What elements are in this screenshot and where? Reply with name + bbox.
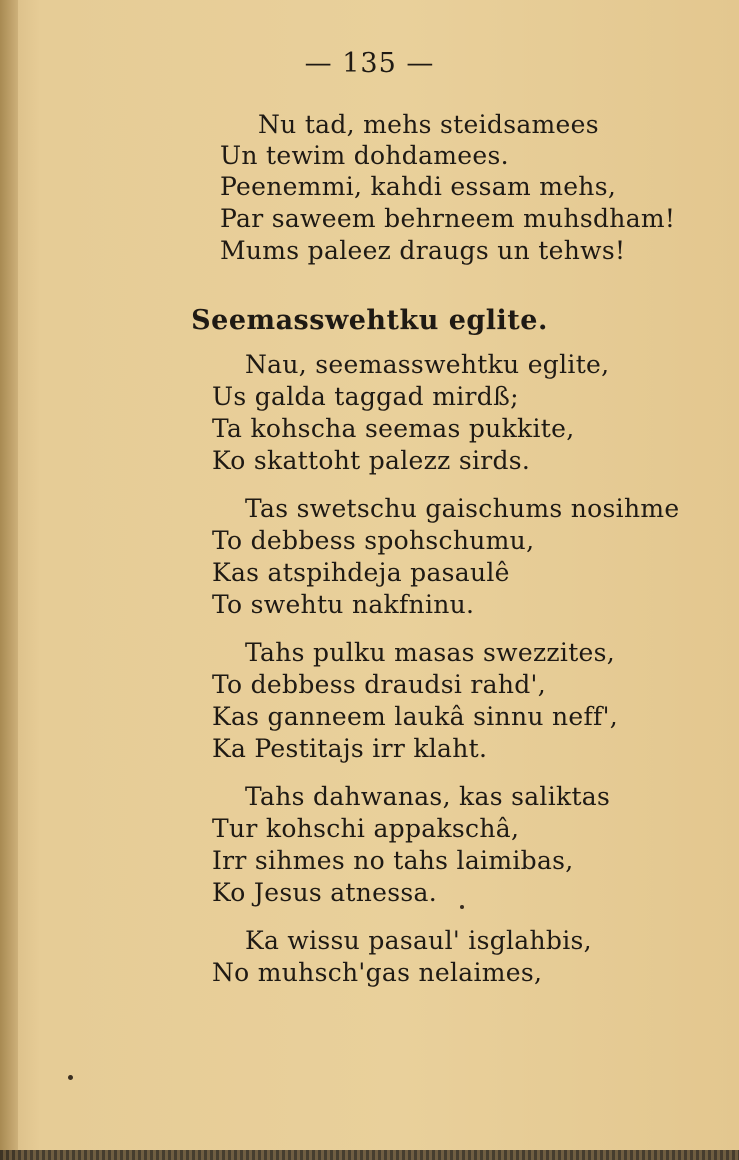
stanza4-line-4: Ka Pestitajs irr klaht. (212, 734, 488, 763)
ink-speck (68, 1075, 73, 1080)
stanza3-line-4: To swehtu nakfninu. (212, 590, 475, 619)
stanza1-line-4: Par saweem behrneem muhsdham! (220, 204, 676, 233)
stanza2-line-4: Ko skattoht palezz sirds. (212, 446, 531, 475)
stanza2-line-1: Nau, seemasswehtku eglite, (245, 350, 610, 379)
stanza3-line-1: Tas swetschu gaischums nosihme (245, 494, 680, 523)
stanza4-line-1: Tahs pulku masas swezzites, (245, 638, 616, 667)
stanza2-line-3: Ta kohscha seemas pukkite, (212, 414, 575, 443)
stanza5-line-1: Tahs dahwanas, kas saliktas (245, 782, 611, 811)
stanza6-line-1: Ka wissu pasaul' isglahbis, (245, 926, 592, 955)
stanza4-line-3: Kas ganneem laukâ sinnu neff', (212, 702, 619, 731)
stanza5-line-2: Tur kohschi appakschâ, (212, 814, 520, 843)
stanza1-line-2: Un tewim dohdamees. (220, 141, 509, 170)
stanza1-line-5: Mums paleez draugs un tehws! (220, 236, 626, 265)
stanza3-line-2: To debbess spohschumu, (212, 526, 535, 555)
stanza1-line-3: Peenemmi, kahdi essam mehs, (220, 172, 617, 201)
stanza4-line-2: To debbess draudsi rahd', (212, 670, 546, 699)
page-gutter (0, 0, 18, 1160)
stanza2-line-2: Us galda taggad mirdß; (212, 382, 519, 411)
page-number: — 135 — (304, 48, 435, 79)
stanza3-line-3: Kas atspihdeja pasaulê (212, 558, 510, 587)
stanza1-line-1: Nu tad, mehs steidsamees (258, 110, 599, 139)
stanza5-line-4: Ko Jesus atnessa. (212, 878, 437, 907)
stanza5-line-3: Irr sihmes no tahs laimibas, (212, 846, 574, 875)
poem-title: Seemasswehtku eglite. (191, 305, 548, 336)
page-bottom-edge (0, 1150, 739, 1160)
stanza6-line-2: No muhsch'gas nelaimes, (212, 958, 543, 987)
ink-speck (460, 905, 464, 909)
